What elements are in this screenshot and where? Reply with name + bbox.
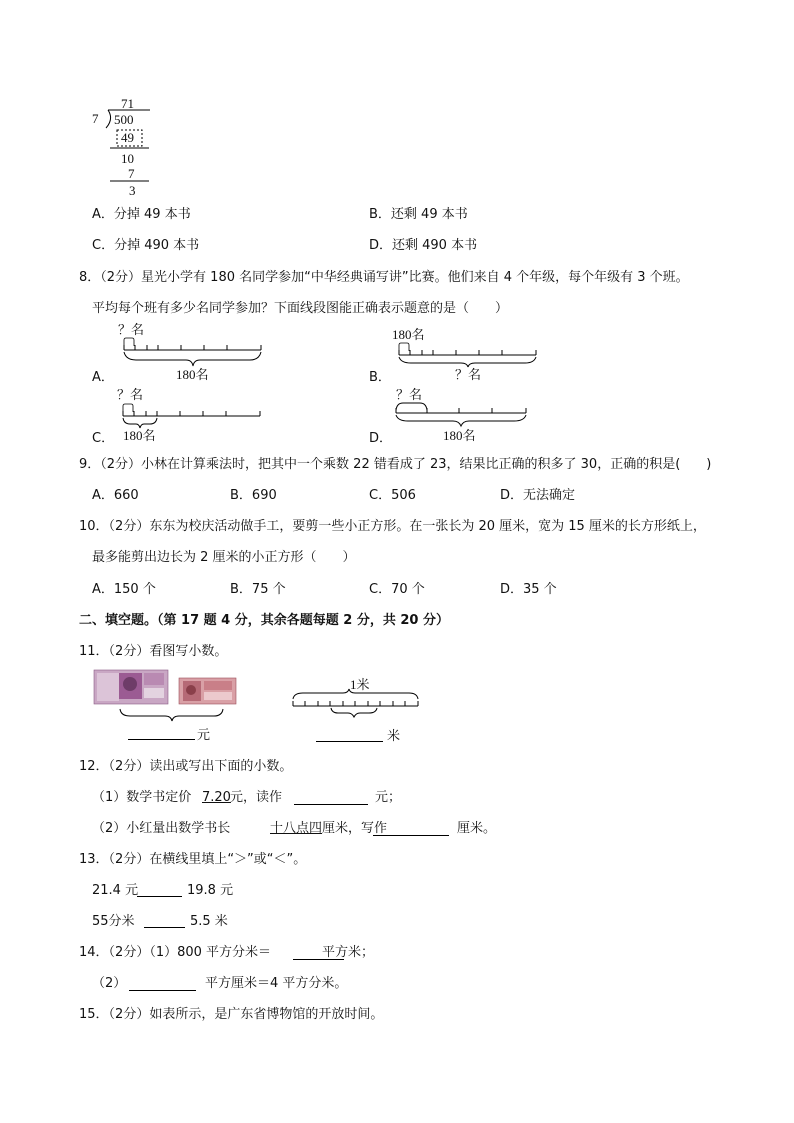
q9-option-a[interactable]: A．660 <box>92 488 139 503</box>
q8-stem-line2: 平均每个班有多少名同学参加？下面线段图能正确表示题意的是（ ） <box>92 301 509 316</box>
q10-option-a[interactable]: A．150 个 <box>92 582 156 597</box>
q11-stem: 11．（2分）看图写小数。 <box>79 644 228 659</box>
q13-line1-left: 21.4 元 <box>92 883 139 898</box>
q12-part2-value: 十八点四 <box>270 821 323 836</box>
q13-line2-answer-blank[interactable] <box>144 927 185 928</box>
q12-part1-mid: 元，读作 <box>230 790 283 805</box>
q8-option-b-letter[interactable]: B． <box>369 370 391 385</box>
division-quotient: 71 <box>121 96 134 111</box>
q13-line1-answer-blank[interactable] <box>137 896 182 897</box>
q9-option-b[interactable]: B．690 <box>230 488 277 503</box>
division-divisor: 7 <box>92 111 99 126</box>
q13-stem: 13．（2分）在横线里填上“＞”或“＜”。 <box>79 852 307 867</box>
q14-part2-answer-blank[interactable] <box>129 990 196 991</box>
q14-part2-right: 平方厘米＝4 平方分米。 <box>205 976 348 991</box>
q7-option-a[interactable]: A．分掉 49 本书 <box>92 207 191 222</box>
division-final-remainder: 3 <box>129 183 136 198</box>
q12-part2-answer-blank[interactable] <box>373 835 449 836</box>
q10-stem-line2: 最多能剪出边长为 2 厘米的小正方形（ ） <box>92 550 356 565</box>
q12-part1-suffix: 元； <box>375 790 402 805</box>
q8-option-c-letter[interactable]: C． <box>92 431 115 446</box>
q8-option-d-bottom-label: 180名 <box>443 428 476 443</box>
q8-option-a-top-label: ？名 <box>118 322 145 337</box>
q8-option-c-bottom-label: 180名 <box>123 428 156 443</box>
q14-part1-right: 平方米； <box>322 945 375 960</box>
q7-option-b[interactable]: B．还剩 49 本书 <box>369 207 468 222</box>
q7-option-d[interactable]: D．还剩 490 本书 <box>369 238 478 253</box>
q13-line1-right: 19.8 元 <box>187 883 234 898</box>
q10-option-d[interactable]: D．35 个 <box>500 582 557 597</box>
division-step-remainder: 10 <box>121 151 134 166</box>
q8-option-c-top-label: ？名 <box>117 387 144 402</box>
q9-option-c[interactable]: C．506 <box>369 488 416 503</box>
q9-option-d[interactable]: D．无法确定 <box>500 488 576 503</box>
q8-stem-line1: 8．（2分）星光小学有 180 名同学参加“中华经典诵写讲”比赛。他们来自 4 个年级，每个年级有 3 个班。 <box>79 270 689 285</box>
q13-line2-right: 5.5 米 <box>190 914 228 929</box>
q10-option-c[interactable]: C．70 个 <box>369 582 425 597</box>
q10-option-b[interactable]: B．75 个 <box>230 582 286 597</box>
q7-option-c[interactable]: C．分掉 490 本书 <box>92 238 200 253</box>
q12-part2-suffix: 厘米。 <box>457 821 497 836</box>
division-dividend: 500 <box>114 112 134 127</box>
q14-part2-left: （2） <box>92 976 127 991</box>
q14-part1-left: 14．（2分）（1）800 平方分米＝ <box>79 945 272 960</box>
q10-stem-line1: 10．（2分）东东为校庆活动做手工，要剪一些小正方形。在一张长为 20 厘米，宽为 15 厘米的长方形纸上， <box>79 519 706 534</box>
q8-option-a-letter[interactable]: A． <box>92 370 114 385</box>
q11-unit-mi: 米 <box>387 729 401 744</box>
q8-option-d-top-label: ？名 <box>396 387 423 402</box>
division-step-subtract: 49 <box>121 130 134 145</box>
q12-part2-mid: 厘米，写作 <box>322 821 388 836</box>
q8-option-d-letter[interactable]: D． <box>369 431 393 446</box>
division-step-subtract-2: 7 <box>128 166 135 181</box>
q8-option-b-top-label: 180名 <box>392 327 425 342</box>
q12-stem: 12．（2分）读出或写出下面的小数。 <box>79 759 293 774</box>
q15-stem: 15．（2分）如表所示，是广东省博物馆的开放时间。 <box>79 1007 384 1022</box>
q11-answer-blank-mi[interactable] <box>316 741 383 742</box>
section-heading-fill-blank: 二、填空题。（第 17 题 4 分，其余各题每题 2 分，共 20 分） <box>79 613 449 628</box>
q12-part1-value: 7.20 <box>202 790 231 805</box>
q13-line2-left: 55分米 <box>92 914 135 929</box>
q8-option-b-bottom-label: ？名 <box>455 367 482 382</box>
q11-unit-yuan: 元 <box>197 728 211 743</box>
q9-stem: 9．（2分）小林在计算乘法时，把其中一个乘数 22 错看成了 23，结果比正确的积多了 30，正确的积是( ) <box>79 457 712 472</box>
q8-option-a-bottom-label: 180名 <box>176 367 209 382</box>
q11-ruler-label: 1米 <box>350 677 370 692</box>
q12-part1-prefix: （1）数学书定价 <box>92 790 192 805</box>
q12-part2-prefix: （2）小红量出数学书长 <box>92 821 231 836</box>
q12-part1-answer-blank[interactable] <box>294 804 368 805</box>
